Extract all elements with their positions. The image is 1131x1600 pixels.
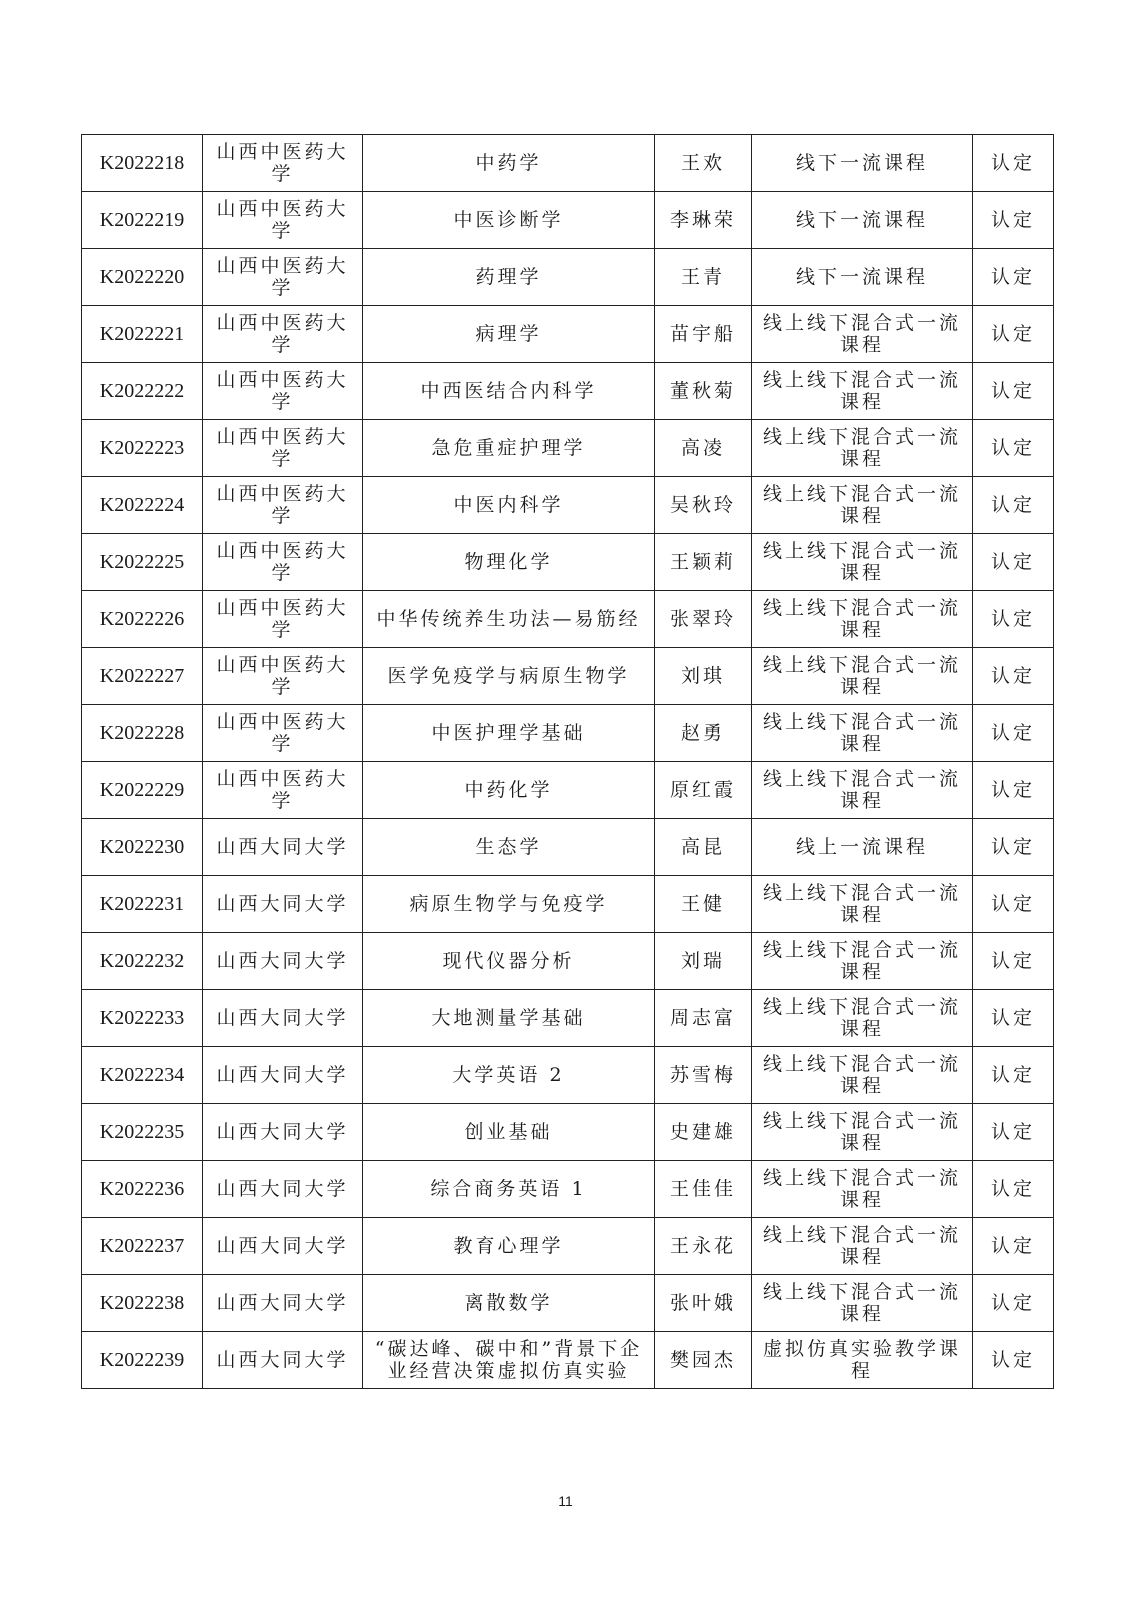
page-number: 11 bbox=[558, 1493, 573, 1509]
table-row bbox=[82, 1104, 1054, 1161]
school-cell: 山西大同大学 bbox=[203, 990, 363, 1047]
course-code-cell: K2022237 bbox=[82, 1218, 203, 1275]
course-type-cell: 线上一流课程 bbox=[752, 819, 973, 876]
table-row bbox=[82, 1161, 1054, 1218]
table-body bbox=[82, 135, 1054, 1389]
course-type-cell: 线上线下混合式一流课程 bbox=[752, 363, 973, 420]
course-type-cell: 线上线下混合式一流课程 bbox=[752, 648, 973, 705]
leader-cell: 王佳佳 bbox=[655, 1161, 752, 1218]
leader-cell: 高昆 bbox=[655, 819, 752, 876]
table-row bbox=[82, 591, 1054, 648]
school-cell: 山西中医药大学 bbox=[203, 591, 363, 648]
table-row bbox=[82, 363, 1054, 420]
course-type-cell: 线上线下混合式一流课程 bbox=[752, 876, 973, 933]
result-cell: 认定 bbox=[973, 477, 1054, 534]
table-row bbox=[82, 990, 1054, 1047]
course-type-cell: 线上线下混合式一流课程 bbox=[752, 306, 973, 363]
course-code-cell: K2022235 bbox=[82, 1104, 203, 1161]
course-name-cell: 创业基础 bbox=[363, 1104, 655, 1161]
result-cell: 认定 bbox=[973, 876, 1054, 933]
course-type-cell: 线上线下混合式一流课程 bbox=[752, 1275, 973, 1332]
course-type-cell: 线上线下混合式一流课程 bbox=[752, 1104, 973, 1161]
course-name-cell: 病理学 bbox=[363, 306, 655, 363]
table-row bbox=[82, 135, 1054, 192]
leader-cell: 吴秋玲 bbox=[655, 477, 752, 534]
course-type-cell: 线上线下混合式一流课程 bbox=[752, 705, 973, 762]
course-type-cell: 线上线下混合式一流课程 bbox=[752, 1218, 973, 1275]
course-name-cell: 离散数学 bbox=[363, 1275, 655, 1332]
course-code-cell: K2022226 bbox=[82, 591, 203, 648]
school-cell: 山西中医药大学 bbox=[203, 534, 363, 591]
course-name-cell: 中华传统养生功法—易筋经 bbox=[363, 591, 655, 648]
course-type-cell: 线上线下混合式一流课程 bbox=[752, 591, 973, 648]
leader-cell: 王颖莉 bbox=[655, 534, 752, 591]
course-name-cell: 物理化学 bbox=[363, 534, 655, 591]
course-name-cell: 医学免疫学与病原生物学 bbox=[363, 648, 655, 705]
table-row bbox=[82, 876, 1054, 933]
course-type-cell: 线上线下混合式一流课程 bbox=[752, 1161, 973, 1218]
table-row bbox=[82, 306, 1054, 363]
leader-cell: 李琳荣 bbox=[655, 192, 752, 249]
school-cell: 山西大同大学 bbox=[203, 1047, 363, 1104]
course-name-cell: 中药学 bbox=[363, 135, 655, 192]
course-name-cell: 综合商务英语 1 bbox=[363, 1161, 655, 1218]
result-cell: 认定 bbox=[973, 1275, 1054, 1332]
result-cell: 认定 bbox=[973, 1332, 1054, 1389]
course-name-cell: 中药化学 bbox=[363, 762, 655, 819]
course-code-cell: K2022220 bbox=[82, 249, 203, 306]
result-cell: 认定 bbox=[973, 192, 1054, 249]
school-cell: 山西大同大学 bbox=[203, 933, 363, 990]
course-table bbox=[81, 134, 1054, 1389]
result-cell: 认定 bbox=[973, 705, 1054, 762]
school-cell: 山西中医药大学 bbox=[203, 249, 363, 306]
leader-cell: 原红霞 bbox=[655, 762, 752, 819]
leader-cell: 高凌 bbox=[655, 420, 752, 477]
course-code-cell: K2022222 bbox=[82, 363, 203, 420]
course-code-cell: K2022232 bbox=[82, 933, 203, 990]
table-row bbox=[82, 249, 1054, 306]
course-name-cell: 教育心理学 bbox=[363, 1218, 655, 1275]
leader-cell: 史建雄 bbox=[655, 1104, 752, 1161]
table-row bbox=[82, 933, 1054, 990]
course-code-cell: K2022236 bbox=[82, 1161, 203, 1218]
leader-cell: 张翠玲 bbox=[655, 591, 752, 648]
leader-cell: 周志富 bbox=[655, 990, 752, 1047]
result-cell: 认定 bbox=[973, 1104, 1054, 1161]
course-code-cell: K2022233 bbox=[82, 990, 203, 1047]
course-name-cell: 病原生物学与免疫学 bbox=[363, 876, 655, 933]
course-type-cell: 线上线下混合式一流课程 bbox=[752, 990, 973, 1047]
course-type-cell: 线下一流课程 bbox=[752, 249, 973, 306]
course-type-cell: 线上线下混合式一流课程 bbox=[752, 1047, 973, 1104]
result-cell: 认定 bbox=[973, 762, 1054, 819]
school-cell: 山西中医药大学 bbox=[203, 192, 363, 249]
table-row bbox=[82, 762, 1054, 819]
school-cell: 山西大同大学 bbox=[203, 876, 363, 933]
result-cell: 认定 bbox=[973, 135, 1054, 192]
result-cell: 认定 bbox=[973, 648, 1054, 705]
course-name-cell: 生态学 bbox=[363, 819, 655, 876]
leader-cell: 刘瑞 bbox=[655, 933, 752, 990]
course-name-cell: 中医诊断学 bbox=[363, 192, 655, 249]
course-type-cell: 线上线下混合式一流课程 bbox=[752, 534, 973, 591]
result-cell: 认定 bbox=[973, 1047, 1054, 1104]
course-code-cell: K2022224 bbox=[82, 477, 203, 534]
school-cell: 山西中医药大学 bbox=[203, 306, 363, 363]
result-cell: 认定 bbox=[973, 591, 1054, 648]
table-row bbox=[82, 1275, 1054, 1332]
school-cell: 山西中医药大学 bbox=[203, 705, 363, 762]
course-type-cell: 线上线下混合式一流课程 bbox=[752, 420, 973, 477]
result-cell: 认定 bbox=[973, 1161, 1054, 1218]
course-name-cell: 中西医结合内科学 bbox=[363, 363, 655, 420]
school-cell: 山西大同大学 bbox=[203, 1218, 363, 1275]
result-cell: 认定 bbox=[973, 306, 1054, 363]
course-code-cell: K2022230 bbox=[82, 819, 203, 876]
table-row bbox=[82, 705, 1054, 762]
course-name-cell: 大学英语 2 bbox=[363, 1047, 655, 1104]
school-cell: 山西中医药大学 bbox=[203, 477, 363, 534]
course-name-cell: 大地测量学基础 bbox=[363, 990, 655, 1047]
table-row bbox=[82, 192, 1054, 249]
result-cell: 认定 bbox=[973, 819, 1054, 876]
course-code-cell: K2022221 bbox=[82, 306, 203, 363]
result-cell: 认定 bbox=[973, 933, 1054, 990]
table-row bbox=[82, 420, 1054, 477]
school-cell: 山西中医药大学 bbox=[203, 135, 363, 192]
course-type-cell: 线上线下混合式一流课程 bbox=[752, 933, 973, 990]
school-cell: 山西大同大学 bbox=[203, 1275, 363, 1332]
course-code-cell: K2022225 bbox=[82, 534, 203, 591]
leader-cell: 苏雪梅 bbox=[655, 1047, 752, 1104]
course-name-cell: 急危重症护理学 bbox=[363, 420, 655, 477]
leader-cell: 王青 bbox=[655, 249, 752, 306]
school-cell: 山西大同大学 bbox=[203, 1161, 363, 1218]
result-cell: 认定 bbox=[973, 363, 1054, 420]
course-name-cell: 中医内科学 bbox=[363, 477, 655, 534]
school-cell: 山西中医药大学 bbox=[203, 648, 363, 705]
table-row bbox=[82, 534, 1054, 591]
leader-cell: 赵勇 bbox=[655, 705, 752, 762]
course-code-cell: K2022239 bbox=[82, 1332, 203, 1389]
course-name-cell: 中医护理学基础 bbox=[363, 705, 655, 762]
leader-cell: 王健 bbox=[655, 876, 752, 933]
result-cell: 认定 bbox=[973, 990, 1054, 1047]
course-code-cell: K2022227 bbox=[82, 648, 203, 705]
course-code-cell: K2022238 bbox=[82, 1275, 203, 1332]
leader-cell: 王永花 bbox=[655, 1218, 752, 1275]
result-cell: 认定 bbox=[973, 534, 1054, 591]
course-type-cell: 线下一流课程 bbox=[752, 135, 973, 192]
course-type-cell: 虚拟仿真实验教学课程 bbox=[752, 1332, 973, 1389]
result-cell: 认定 bbox=[973, 420, 1054, 477]
school-cell: 山西大同大学 bbox=[203, 819, 363, 876]
course-code-cell: K2022229 bbox=[82, 762, 203, 819]
table-row bbox=[82, 477, 1054, 534]
leader-cell: 董秋菊 bbox=[655, 363, 752, 420]
course-code-cell: K2022218 bbox=[82, 135, 203, 192]
table-row bbox=[82, 819, 1054, 876]
result-cell: 认定 bbox=[973, 249, 1054, 306]
course-name-cell: 药理学 bbox=[363, 249, 655, 306]
course-code-cell: K2022223 bbox=[82, 420, 203, 477]
school-cell: 山西中医药大学 bbox=[203, 363, 363, 420]
leader-cell: 刘琪 bbox=[655, 648, 752, 705]
table-row bbox=[82, 1218, 1054, 1275]
course-code-cell: K2022234 bbox=[82, 1047, 203, 1104]
school-cell: 山西大同大学 bbox=[203, 1332, 363, 1389]
table-row bbox=[82, 648, 1054, 705]
course-code-cell: K2022231 bbox=[82, 876, 203, 933]
course-type-cell: 线上线下混合式一流课程 bbox=[752, 477, 973, 534]
leader-cell: 张叶娥 bbox=[655, 1275, 752, 1332]
school-cell: 山西中医药大学 bbox=[203, 762, 363, 819]
course-type-cell: 线下一流课程 bbox=[752, 192, 973, 249]
leader-cell: 苗宇船 bbox=[655, 306, 752, 363]
leader-cell: 王欢 bbox=[655, 135, 752, 192]
course-type-cell: 线上线下混合式一流课程 bbox=[752, 762, 973, 819]
course-code-cell: K2022228 bbox=[82, 705, 203, 762]
leader-cell: 樊园杰 bbox=[655, 1332, 752, 1389]
result-cell: 认定 bbox=[973, 1218, 1054, 1275]
table-row bbox=[82, 1047, 1054, 1104]
course-name-cell: “碳达峰、碳中和”背景下企业经营决策虚拟仿真实验 bbox=[363, 1332, 655, 1389]
course-name-cell: 现代仪器分析 bbox=[363, 933, 655, 990]
table-row bbox=[82, 1332, 1054, 1389]
course-code-cell: K2022219 bbox=[82, 192, 203, 249]
school-cell: 山西中医药大学 bbox=[203, 420, 363, 477]
school-cell: 山西大同大学 bbox=[203, 1104, 363, 1161]
